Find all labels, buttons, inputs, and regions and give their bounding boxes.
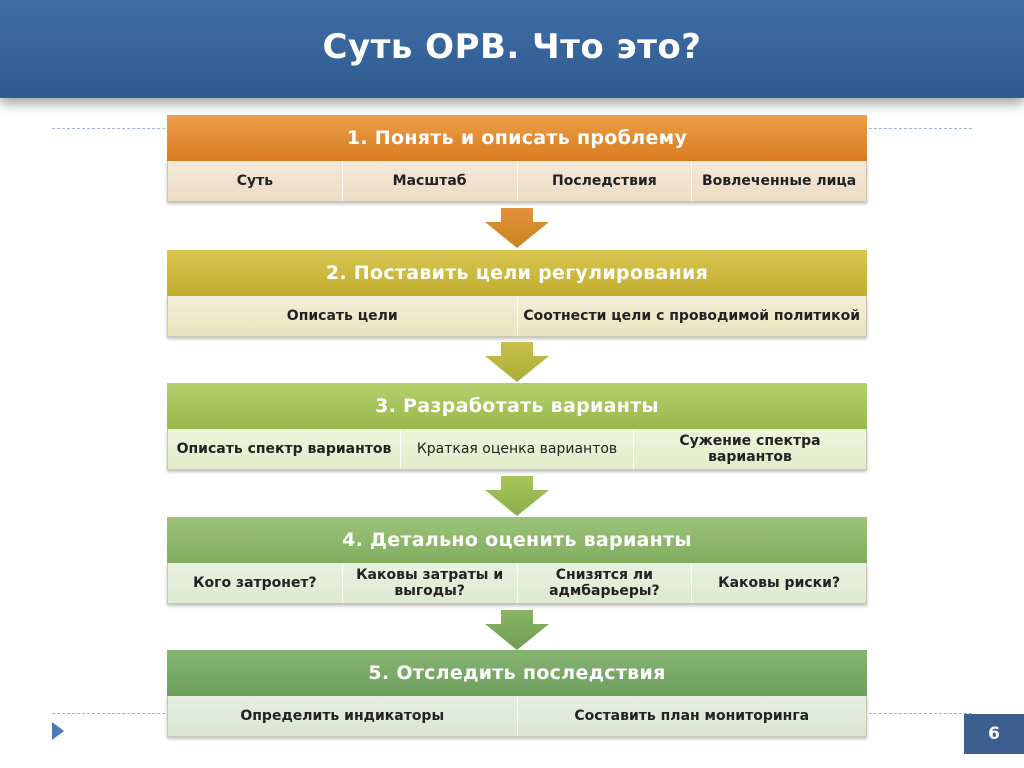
step-1-item: Масштаб (342, 161, 517, 201)
step-3-item: Сужение спектра вариантов (633, 429, 866, 469)
step-4-items (167, 563, 867, 604)
step-1-item: Последствия (517, 161, 692, 201)
step-1 (167, 115, 867, 202)
step-3-heading: 3. Разработать варианты (167, 383, 867, 429)
down-arrow-icon (485, 476, 549, 516)
step-5-item: Определить индикаторы (240, 708, 445, 724)
step-2-item: Описать цели (286, 308, 398, 324)
play-triangle-icon (52, 722, 64, 740)
step-1-item: Вовлеченные лица (691, 161, 866, 201)
step-5-item: Составить план мониторинга (517, 696, 867, 736)
step-5 (167, 650, 867, 737)
down-arrow-icon (485, 342, 549, 382)
step-5-heading: 5. Отследить последствия (167, 650, 867, 696)
step-2 (167, 250, 867, 337)
title-bar (0, 0, 1024, 98)
step-3-item: Краткая оценка вариантов (400, 429, 633, 469)
step-4-item: Каковы затраты и выгоды? (342, 563, 517, 603)
step-2-heading: 2. Поставить цели регулирования (167, 250, 867, 296)
step-4-item: Каковы риски? (691, 563, 866, 603)
step-3-items (167, 429, 867, 470)
down-arrow-icon (485, 610, 549, 650)
step-2-items (167, 296, 867, 337)
step-3 (167, 383, 867, 470)
step-4-heading: 4. Детально оценить варианты (167, 517, 867, 563)
step-4-item: Снизятся ли адмбарьеры? (517, 563, 692, 603)
slide-title: Суть ОРВ. Что это? (322, 27, 702, 67)
step-3-item: Описать спектр вариантов (176, 441, 392, 457)
step-5-items (167, 696, 867, 737)
step-1-items (167, 161, 867, 202)
down-arrow-icon (485, 208, 549, 248)
step-2-item: Соотнести цели с проводимой политикой (517, 296, 867, 336)
step-4-item: Кого затронет? (193, 575, 317, 591)
step-4 (167, 517, 867, 604)
step-1-heading: 1. Понять и описать проблему (167, 115, 867, 161)
step-1-item: Суть (236, 173, 274, 189)
page-number: 6 (964, 714, 1024, 754)
